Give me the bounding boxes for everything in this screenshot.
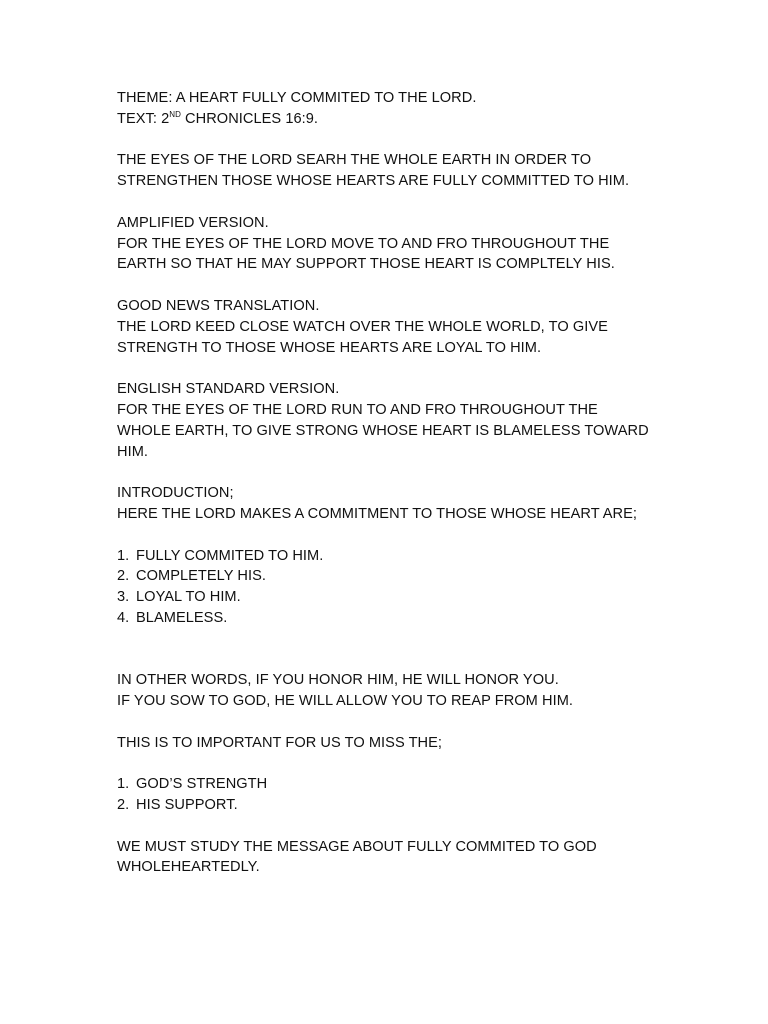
verse-line: STRENGTHEN THOSE WHOSE HEARTS ARE FULLY COMMITTED TO HIM. [117, 173, 630, 190]
introduction-title: INTRODUCTION; [117, 485, 234, 502]
conclusion-line: WE MUST STUDY THE MESSAGE ABOUT FULLY COMMITED TO GOD [117, 838, 597, 855]
spacer [117, 525, 677, 546]
introduction-list [117, 546, 677, 629]
verse-block [117, 150, 677, 192]
amplified-line: FOR THE EYES OF THE LORD MOVE TO AND FRO THROUGHOUT THE [117, 235, 610, 252]
amplified-block [117, 213, 677, 275]
text-reference-line [117, 109, 677, 130]
esv-line: WHOLE EARTH, TO GIVE STRONG WHOSE HEART IS BLAMELESS TOWARD [117, 422, 649, 439]
amplified-title: AMPLIFIED VERSION. [117, 214, 269, 231]
amplified-line: EARTH SO THAT HE MAY SUPPORT THOSE HEART IS COMPLTELY HIS. [117, 256, 615, 273]
important-line: THIS IS TO IMPORTANT FOR US TO MISS THE; [117, 734, 443, 751]
other-words-line: IF YOU SOW TO GOD, HE WILL ALLOW YOU TO REAP FROM HIM. [117, 693, 574, 710]
good-news-line: STRENGTH TO THOSE WHOSE HEARTS ARE LOYAL TO HIM. [117, 339, 542, 356]
text-reference-superscript: ND [169, 109, 181, 119]
list-item-number: 2. [117, 797, 130, 814]
spacer [117, 816, 677, 837]
esv-block [117, 379, 677, 462]
list-item [117, 774, 677, 795]
text-reference-prefix: TEXT: 2 [117, 110, 170, 127]
good-news-block [117, 296, 677, 358]
conclusion-line: WHOLEHEARTEDLY. [117, 859, 260, 876]
spacer [117, 462, 677, 483]
good-news-line: THE LORD KEED CLOSE WATCH OVER THE WHOLE WORLD, TO GIVE [117, 318, 608, 335]
spacer [117, 130, 677, 151]
list-item-number: 1. [117, 547, 130, 564]
document-page [117, 88, 677, 878]
esv-line: HIM. [117, 443, 149, 460]
important-block [117, 733, 677, 754]
spacer [117, 629, 677, 671]
list-item [117, 587, 677, 608]
list-item-number: 1. [117, 776, 130, 793]
conclusion-block [117, 837, 677, 879]
good-news-title: GOOD NEWS TRANSLATION. [117, 297, 320, 314]
other-words-line: IN OTHER WORDS, IF YOU HONOR HIM, HE WILL HONOR YOU. [117, 672, 559, 689]
spacer [117, 192, 677, 213]
spacer [117, 358, 677, 379]
list-item [117, 608, 677, 629]
list-item-number: 3. [117, 589, 130, 606]
list-item-text: LOYAL TO HIM. [136, 589, 241, 606]
spacer [117, 712, 677, 733]
spacer [117, 275, 677, 296]
introduction-block [117, 483, 677, 525]
list-item [117, 546, 677, 567]
spacer [117, 754, 677, 775]
list-item-text: GOD’S STRENGTH [136, 776, 268, 793]
header-block [117, 88, 677, 130]
verse-line: THE EYES OF THE LORD SEARH THE WHOLE EARTH IN ORDER TO [117, 152, 592, 169]
list-item-text: BLAMELESS. [136, 609, 228, 626]
list-item-number: 4. [117, 609, 130, 626]
important-list [117, 774, 677, 816]
esv-title: ENGLISH STANDARD VERSION. [117, 381, 340, 398]
list-item-text: FULLY COMMITED TO HIM. [136, 547, 324, 564]
text-reference-suffix: CHRONICLES 16:9. [180, 110, 319, 127]
other-words-block [117, 670, 677, 712]
list-item [117, 566, 677, 587]
esv-line: FOR THE EYES OF THE LORD RUN TO AND FRO THROUGHOUT THE [117, 401, 598, 418]
list-item-number: 2. [117, 568, 130, 585]
list-item-text: HIS SUPPORT. [136, 797, 238, 814]
list-item [117, 795, 677, 816]
introduction-line: HERE THE LORD MAKES A COMMITMENT TO THOSE WHOSE HEART ARE; [117, 505, 637, 522]
theme-line: THEME: A HEART FULLY COMMITED TO THE LORD. [117, 90, 477, 106]
list-item-text: COMPLETELY HIS. [136, 568, 266, 585]
